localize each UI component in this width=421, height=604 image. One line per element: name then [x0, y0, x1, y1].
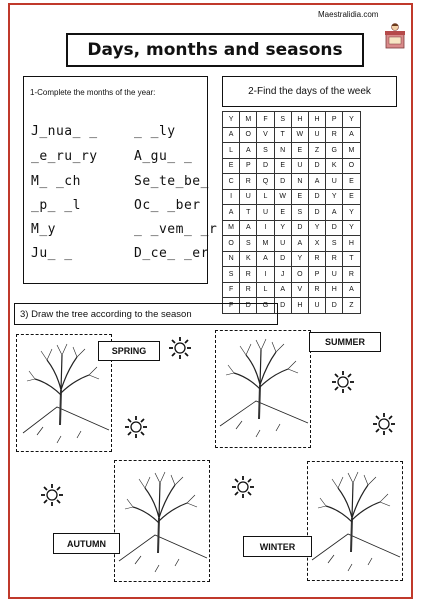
grid-cell[interactable]: M — [343, 143, 360, 159]
grid-cell[interactable]: A — [326, 205, 343, 221]
grid-row — [223, 205, 361, 221]
sun-icon — [168, 336, 192, 360]
grid-cell[interactable]: S — [274, 112, 291, 128]
grid-cell[interactable]: R — [308, 251, 325, 267]
drawing-box-summer[interactable] — [215, 330, 311, 448]
grid-cell[interactable]: U — [326, 174, 343, 190]
grid-cell[interactable]: H — [291, 298, 308, 314]
sun-icon — [231, 475, 255, 499]
grid-row — [223, 189, 361, 205]
grid-cell[interactable]: O — [291, 267, 308, 283]
grid-cell[interactable]: U — [326, 267, 343, 283]
season-label-spring: SPRING — [98, 341, 160, 361]
grid-cell[interactable]: D — [308, 158, 325, 174]
grid-cell[interactable]: D — [326, 220, 343, 236]
grid-cell[interactable]: P — [326, 112, 343, 128]
grid-cell[interactable]: O — [240, 127, 257, 143]
month-blank: Se_te_be_ — [134, 174, 209, 189]
sun-icon — [331, 370, 355, 394]
grid-cell[interactable]: H — [308, 112, 325, 128]
month-blank: Ju_ _ — [31, 246, 73, 261]
grid-cell[interactable]: T — [343, 251, 360, 267]
teacher-logo-icon — [383, 22, 407, 50]
grid-cell[interactable]: H — [343, 236, 360, 252]
grid-cell[interactable]: W — [274, 189, 291, 205]
grid-cell[interactable]: L — [223, 143, 240, 159]
seasons-heading: 3) Draw the tree according to the season — [20, 308, 192, 320]
grid-cell[interactable]: S — [223, 267, 240, 283]
grid-cell[interactable]: I — [257, 220, 274, 236]
month-blank: A_gu_ _ — [134, 149, 193, 164]
grid-cell[interactable]: E — [274, 158, 291, 174]
grid-cell[interactable]: D — [326, 298, 343, 314]
season-label-summer: SUMMER — [309, 332, 381, 352]
grid-cell[interactable]: C — [223, 174, 240, 190]
bare-tree-icon — [216, 331, 309, 446]
grid-cell[interactable]: A — [240, 143, 257, 159]
drawing-box-winter[interactable] — [307, 461, 403, 581]
grid-cell[interactable]: A — [240, 220, 257, 236]
grid-cell[interactable]: G — [326, 143, 343, 159]
grid-cell[interactable]: L — [257, 189, 274, 205]
grid-cell[interactable]: I — [223, 189, 240, 205]
grid-cell[interactable]: Y — [326, 189, 343, 205]
month-blank: _p_ _l — [31, 198, 81, 213]
grid-cell[interactable]: U — [257, 205, 274, 221]
grid-cell[interactable]: K — [326, 158, 343, 174]
grid-cell[interactable]: U — [308, 298, 325, 314]
grid-cell[interactable]: O — [223, 236, 240, 252]
month-blank: _e_ru_ry — [31, 149, 98, 164]
month-blank: _ _ly — [134, 124, 176, 139]
page-title-text: Days, months and seasons — [87, 40, 343, 60]
grid-cell[interactable]: S — [240, 236, 257, 252]
grid-cell[interactable]: A — [223, 127, 240, 143]
grid-cell[interactable]: I — [257, 267, 274, 283]
grid-cell[interactable]: F — [223, 282, 240, 298]
season-label-winter: WINTER — [243, 536, 312, 557]
month-blank: J_nua_ _ — [31, 124, 98, 139]
grid-cell[interactable]: E — [274, 205, 291, 221]
month-blank: D_ce_ _er — [134, 246, 209, 261]
grid-cell[interactable]: A — [291, 236, 308, 252]
grid-cell[interactable]: Z — [308, 143, 325, 159]
grid-cell[interactable]: U — [308, 127, 325, 143]
grid-cell[interactable]: A — [308, 174, 325, 190]
grid-cell[interactable]: D — [291, 220, 308, 236]
grid-cell[interactable]: H — [326, 282, 343, 298]
grid-row — [223, 127, 361, 143]
grid-cell[interactable]: Y — [343, 112, 360, 128]
grid-cell[interactable]: Q — [257, 174, 274, 190]
grid-cell[interactable]: N — [223, 251, 240, 267]
grid-row — [223, 112, 361, 128]
grid-cell[interactable]: V — [291, 282, 308, 298]
grid-cell[interactable]: S — [257, 143, 274, 159]
grid-row — [223, 251, 361, 267]
grid-cell[interactable]: X — [308, 236, 325, 252]
wordsearch-grid — [222, 111, 361, 314]
grid-cell[interactable]: K — [240, 251, 257, 267]
grid-cell[interactable]: U — [291, 158, 308, 174]
wordsearch-heading: 2-Find the days of the week — [248, 86, 371, 97]
grid-cell[interactable]: S — [291, 205, 308, 221]
grid-cell[interactable]: E — [343, 174, 360, 190]
grid-cell[interactable]: E — [343, 189, 360, 205]
bare-tree-icon — [17, 335, 110, 450]
grid-cell[interactable]: T — [240, 205, 257, 221]
season-label-autumn: AUTUMN — [53, 533, 120, 554]
grid-cell[interactable]: N — [291, 174, 308, 190]
grid-cell[interactable]: A — [274, 282, 291, 298]
months-heading: 1-Complete the months of the year: — [30, 88, 156, 97]
grid-cell[interactable]: R — [240, 174, 257, 190]
grid-cell[interactable]: D — [274, 298, 291, 314]
bare-tree-icon — [308, 462, 401, 579]
grid-cell[interactable]: J — [274, 267, 291, 283]
grid-cell[interactable]: R — [343, 267, 360, 283]
grid-cell[interactable]: M — [257, 236, 274, 252]
month-blank: M_y — [31, 222, 56, 237]
grid-cell[interactable]: E — [291, 189, 308, 205]
grid-cell[interactable]: F — [223, 298, 240, 314]
drawing-box-autumn[interactable] — [114, 460, 210, 582]
grid-cell[interactable]: Y — [343, 220, 360, 236]
grid-cell[interactable]: R — [308, 282, 325, 298]
grid-cell[interactable]: D — [240, 298, 257, 314]
grid-cell[interactable]: U — [274, 236, 291, 252]
grid-cell[interactable]: V — [257, 127, 274, 143]
grid-row — [223, 143, 361, 159]
grid-cell[interactable]: Y — [223, 112, 240, 128]
grid-cell[interactable]: T — [274, 127, 291, 143]
grid-cell[interactable]: U — [240, 189, 257, 205]
grid-row — [223, 236, 361, 252]
grid-cell[interactable]: D — [308, 189, 325, 205]
grid-row — [223, 174, 361, 190]
page-title — [66, 33, 364, 67]
grid-cell[interactable]: E — [223, 158, 240, 174]
grid-cell[interactable]: L — [257, 282, 274, 298]
grid-cell[interactable]: D — [274, 251, 291, 267]
seasons-heading-box — [14, 303, 278, 325]
grid-cell[interactable]: R — [326, 251, 343, 267]
site-name: Maestralidia.com — [318, 10, 379, 19]
grid-row — [223, 220, 361, 236]
month-blank: Oc_ _ber — [134, 198, 201, 213]
grid-cell[interactable]: A — [343, 282, 360, 298]
sun-icon — [124, 415, 148, 439]
grid-cell[interactable]: D — [274, 174, 291, 190]
grid-cell[interactable]: Y — [343, 205, 360, 221]
month-blank: M_ _ch — [31, 174, 81, 189]
grid-cell[interactable]: Y — [308, 220, 325, 236]
grid-cell[interactable]: A — [343, 127, 360, 143]
grid-row — [223, 158, 361, 174]
grid-cell[interactable]: P — [308, 267, 325, 283]
grid-cell[interactable]: R — [240, 267, 257, 283]
grid-cell[interactable]: P — [240, 158, 257, 174]
grid-cell[interactable]: M — [223, 220, 240, 236]
grid-cell[interactable]: S — [326, 236, 343, 252]
grid-cell[interactable]: M — [240, 112, 257, 128]
grid-cell[interactable]: Y — [291, 251, 308, 267]
grid-row — [223, 282, 361, 298]
grid-cell[interactable]: R — [240, 282, 257, 298]
grid-cell[interactable]: Z — [343, 298, 360, 314]
grid-cell[interactable]: N — [274, 143, 291, 159]
grid-cell[interactable]: R — [326, 127, 343, 143]
wordsearch-heading-box — [222, 76, 397, 107]
grid-cell[interactable]: G — [257, 298, 274, 314]
grid-cell[interactable]: D — [308, 205, 325, 221]
grid-cell[interactable]: A — [257, 251, 274, 267]
grid-cell[interactable]: W — [291, 127, 308, 143]
grid-row — [223, 267, 361, 283]
month-blank: _ _vem_ _r — [134, 222, 218, 237]
grid-cell[interactable]: O — [343, 158, 360, 174]
grid-cell[interactable]: H — [291, 112, 308, 128]
grid-cell[interactable]: F — [257, 112, 274, 128]
sun-icon — [40, 483, 64, 507]
sun-icon — [372, 412, 396, 436]
grid-cell[interactable]: D — [257, 158, 274, 174]
grid-cell[interactable]: E — [291, 143, 308, 159]
grid-cell[interactable]: Y — [274, 220, 291, 236]
bare-tree-icon — [115, 461, 208, 580]
grid-cell[interactable]: A — [223, 205, 240, 221]
